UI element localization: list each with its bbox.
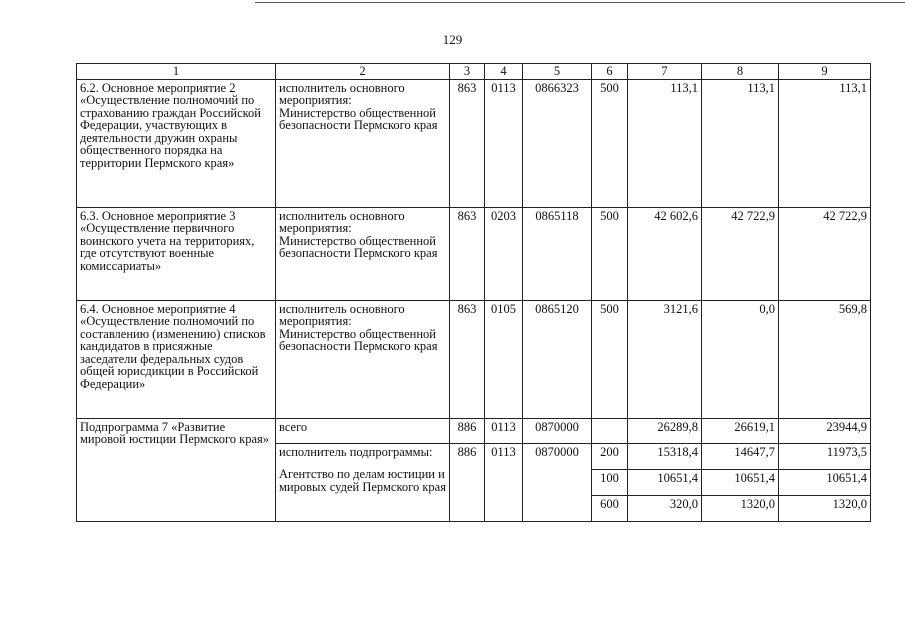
header-cell-4: 4 (485, 64, 523, 80)
executor-cell (276, 207, 450, 300)
grbs-code-cell: 863 (450, 300, 485, 418)
executor-cell (276, 79, 450, 207)
target-article-cell: 0865118 (523, 207, 592, 300)
expense-type-cell: 500 (592, 207, 628, 300)
executor-role: исполнитель основного мероприятия: (279, 80, 405, 107)
header-cell-3: 3 (450, 64, 485, 80)
table-row (77, 300, 871, 418)
activity-name-cell: 6.3. Основное мероприятие 3 «Осуществление первичного воинского учета на территориях, где отсутствуют военные комиссариаты» (77, 207, 276, 300)
subprogram-total-label: всего (276, 418, 450, 443)
amount-col7-cell: 26289,8 (628, 418, 702, 443)
amount-col8-cell: 14647,7 (702, 443, 779, 469)
amount-col8-cell: 0,0 (702, 300, 779, 418)
executor-org: Министерство общественной безопасности Пермского края (279, 105, 438, 132)
amount-col7-cell: 15318,4 (628, 443, 702, 469)
grbs-code-cell: 863 (450, 79, 485, 207)
amount-col9-cell: 1320,0 (779, 495, 871, 521)
page-top-rule (255, 2, 905, 3)
grbs-code-cell: 863 (450, 207, 485, 300)
expense-type-cell: 100 (592, 469, 628, 495)
budget-table (76, 63, 871, 522)
expense-type-cell: 500 (592, 300, 628, 418)
page-number: 129 (442, 32, 463, 47)
table-row (77, 207, 871, 300)
executor-org: Министерство общественной безопасности Пермского края (279, 233, 438, 260)
amount-col8-cell: 10651,4 (702, 469, 779, 495)
amount-col7-cell: 320,0 (628, 495, 702, 521)
section-code-cell: 0203 (485, 207, 523, 300)
amount-col9-cell: 42 722,9 (779, 207, 871, 300)
header-cell-2: 2 (276, 64, 450, 80)
header-cell-5: 5 (523, 64, 592, 80)
expense-type-cell (592, 418, 628, 443)
subprogram-executor-cell (276, 443, 450, 521)
executor-role: исполнитель основного мероприятия: (279, 301, 405, 328)
amount-col9-cell: 569,8 (779, 300, 871, 418)
subprogram-name-cell: Подпрограмма 7 «Развитие мировой юстиции Пермского края» (77, 418, 276, 521)
header-cell-9: 9 (779, 64, 871, 80)
amount-col7-cell: 10651,4 (628, 469, 702, 495)
header-cell-8: 8 (702, 64, 779, 80)
amount-col8-cell: 26619,1 (702, 418, 779, 443)
activity-name-cell: 6.4. Основное мероприятие 4 «Осуществление полномочий по составлению (изменению) списков кандидатов в присяжные заседатели федеральных судов общей юрисдикции в Российской Федерации» (77, 300, 276, 418)
executor-role: исполнитель основного мероприятия: (279, 208, 405, 235)
amount-col7-cell: 113,1 (628, 79, 702, 207)
header-cell-7: 7 (628, 64, 702, 80)
subprogram-total-row (77, 418, 871, 443)
amount-col8-cell: 42 722,9 (702, 207, 779, 300)
grbs-code-cell: 886 (450, 418, 485, 443)
executor-cell (276, 300, 450, 418)
section-code-cell: 0113 (485, 418, 523, 443)
amount-col8-cell: 1320,0 (702, 495, 779, 521)
activity-name-cell: 6.2. Основное мероприятие 2 «Осуществление полномочий по страхованию граждан Российской Федерации, участвующих в деятельности дружин охраны общественного порядка на территории Пермского края» (77, 79, 276, 207)
executor-org: Министерство общественной безопасности Пермского края (279, 326, 438, 353)
amount-col9-cell: 113,1 (779, 79, 871, 207)
expense-type-cell: 500 (592, 79, 628, 207)
amount-col7-cell: 3121,6 (628, 300, 702, 418)
target-article-cell: 0866323 (523, 79, 592, 207)
amount-col9-cell: 23944,9 (779, 418, 871, 443)
amount-col9-cell: 10651,4 (779, 469, 871, 495)
target-article-cell: 0870000 (523, 443, 592, 521)
executor-org: Агентство по делам юстиции и мировых судей Пермского края (279, 467, 446, 494)
amount-col8-cell: 113,1 (702, 79, 779, 207)
section-code-cell: 0113 (485, 443, 523, 521)
header-cell-6: 6 (592, 64, 628, 80)
section-code-cell: 0113 (485, 79, 523, 207)
expense-type-cell: 600 (592, 495, 628, 521)
table-row (77, 79, 871, 207)
grbs-code-cell: 886 (450, 443, 485, 521)
header-cell-1: 1 (77, 64, 276, 80)
executor-role: исполнитель подпрограммы: (279, 444, 433, 459)
amount-col9-cell: 11973,5 (779, 443, 871, 469)
section-code-cell: 0105 (485, 300, 523, 418)
expense-type-cell: 200 (592, 443, 628, 469)
target-article-cell: 0865120 (523, 300, 592, 418)
target-article-cell: 0870000 (523, 418, 592, 443)
amount-col7-cell: 42 602,6 (628, 207, 702, 300)
table-header-row (77, 64, 871, 80)
